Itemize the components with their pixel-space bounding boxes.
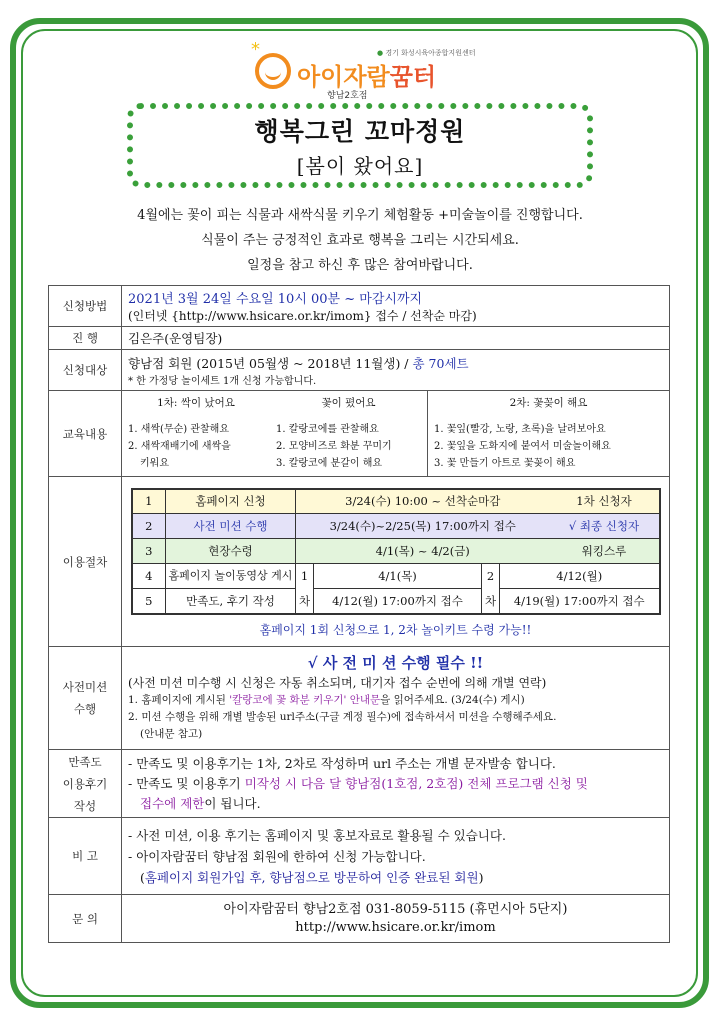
row-procedure [49,477,670,647]
row-mission: 사전미션 수행 √ 사 전 미 션 수행 필수 !! (사전 미션 미수행 시 신청은 자동 취소되며, 대기자 접수 순번에 의해 개별 연락) 1. 홈페이지에 게시된 '칼랑코에 꽃 화분 키우기' 안내문을 읽어주세요. (3/24(수) 게시) 2. 미션 수행을 위해 개별 발송된 url주소(구글 계정 필수)에 접속하셔서 미션을 수행해주세요. (안내문 참고) [49,647,670,750]
logo-name: 아이자람꿈터 [297,63,437,91]
procedure-footer: 홈페이지 1회 신청으로 1, 2차 놀이키트 수령 가능!! [259,622,532,637]
review-line-1: - 만족도 및 이용후기는 1차, 2차로 작성하며 url 주소는 개별 문자발송 합니다. [128,755,556,771]
info-table [48,285,670,943]
row-review: 만족도 이용후기 작성 - 만족도 및 이용후기는 1차, 2차로 작성하며 url 주소는 개별 문자발송 합니다. - 만족도 및 이용후기 미작성 시 다음 달 향남점(1호점, 2호점) 전체 프로그램 신청 및 접수에 제한이 됩니다. [49,750,670,818]
label-apply: 신청방법 [49,286,122,327]
row-apply [49,286,670,327]
apply-method: (인터넷 {http://www.hsicare.or.kr/imom} 접수 / 선착순 마감) [128,309,477,323]
label-target: 신청대상 [49,350,122,391]
intro-line-1: 4월에는 꽃이 피는 식물과 새싹식물 키우기 체험활동 +미술놀이를 진행합니다. [137,208,583,223]
target-count: 총 70세트 [412,355,469,371]
row-edu [49,391,670,477]
contact-url[interactable]: http://www.hsicare.or.kr/imom [295,919,496,935]
label-procedure: 이용절차 [49,477,122,647]
label-host: 진 행 [49,327,122,350]
intro-line-3: 일정을 참고 하신 후 많은 참여바랍니다. [247,258,473,273]
procedure-step-4: 4 홈페이지 놀이동영상 게시 1 4/1(목) 2 4/12(월) [132,564,660,589]
edu-col-3: 2차: 꽃꽂이 해요 1. 꽃잎(빨강, 노랑, 초록)을 날려보아요 2. 꽃잎을 도화지에 붙여서 미술놀이해요 3. 꽃 만들기 아트로 꽃꽂이 해요 [427,391,669,476]
edu-col-2: 꽃이 폈어요 1. 칼랑코에를 관찰해요 2. 모양비즈로 화분 꾸미기 3. 칼랑코에 분갈이 해요 [276,397,392,469]
logo-branch: 향남2호점 [327,91,368,101]
mission-line-4: (안내문 참고) [140,728,203,740]
target-note: * 한 가정당 놀이세트 1개 신청 가능합니다. [128,375,317,387]
label-note: 비 고 [49,818,122,895]
row-contact [49,895,670,943]
note-line-2: - 아이자람꿈터 향남점 회원에 한하여 신청 가능합니다. [128,848,426,864]
mission-title: √ 사 전 미 션 수행 필수 !! [307,654,484,672]
procedure-step-3: 3 현장수령 4/1(목) ~ 4/2(금) 워킹스루 [132,539,660,564]
review-line-2: - 만족도 및 이용후기 미작성 시 다음 달 향남점(1호점, 2호점) 전체 프로그램 신청 및 [128,775,588,791]
smile-icon [255,53,291,89]
intro-line-2: 식물이 주는 긍정적인 효과로 행복을 그리는 시간되세요. [201,233,519,248]
label-review: 만족도 [68,754,102,769]
edu-col-1: 1차: 싹이 났어요 1. 새싹(무순) 관찰해요 2. 새싹재배기에 새싹을 키워요 [128,397,235,469]
mission-line-3: 2. 미션 수행을 위해 개별 발송된 url주소(구글 계정 필수)에 접속하셔서 미션을 수행해주세요. [128,711,557,723]
note-line-1: - 사전 미션, 이용 후기는 홈페이지 및 홍보자료로 활용될 수 있습니다. [128,827,506,843]
row-target [49,350,670,391]
logo [251,39,485,105]
review-line-3: 접수에 제한이 됩니다. [140,795,261,811]
page-title: 행복그린 꼬마정원 [254,117,466,146]
logo-center-name: ● 경기 화성시육아종합지원센터 [377,49,476,57]
row-note [49,818,670,895]
procedure-step-1: 1 홈페이지 신청 3/24(수) 10:00 ~ 선착순마감 1차 신청자 [132,489,660,514]
page-subtitle: [봄이 왔어요] [296,154,424,178]
edu-content [122,391,669,476]
procedure-table [131,488,661,615]
procedure-step-2: 2 사전 미션 수행 3/24(수)~2/25(목) 17:00까지 접수 √ 최종 신청자 [132,514,660,539]
target-line: 향남점 회원 (2015년 05월생 ~ 2018년 11월생) / 총 70세트 [128,355,469,371]
label-mission: 사전미션 [62,680,108,694]
mission-line-2: 1. 홈페이지에 게시된 '칼랑코에 꽃 화분 키우기' 안내문을 읽어주세요. (3/24(수) 게시) [128,694,525,706]
star-icon: * [251,39,260,60]
note-line-3: (홈페이지 회원가입 후, 향남점으로 방문하여 인증 완료된 회원) [140,869,484,885]
procedure-step-5: 5 만족도, 후기 작성 차 4/12(월) 17:00까지 접수 차 4/19(월) 17:00까지 접수 [132,589,660,614]
label-contact: 문 의 [49,895,122,943]
apply-period: 2021년 3월 24일 수요일 10시 00분 ~ 마감시까지 [128,292,423,307]
row-host [49,327,670,350]
label-edu: 교육내용 [49,391,122,477]
mission-line-1: (사전 미션 미수행 시 신청은 자동 취소되며, 대기자 접수 순번에 의해 개별 연락) [128,676,547,690]
contact-info: 아이자람꿈터 향남2호점 031-8059-5115 (휴먼시아 5단지) [223,901,568,917]
host-text: 김은주(운영팀장) [122,327,670,350]
